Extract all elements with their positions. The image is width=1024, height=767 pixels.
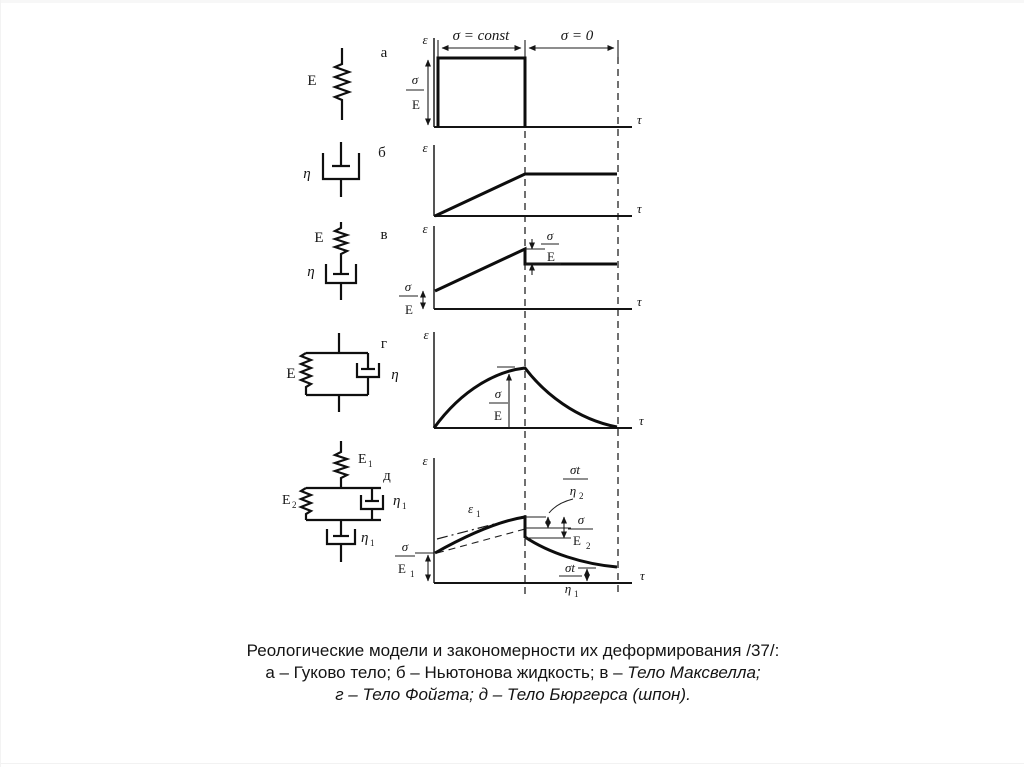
dashpot-label: η <box>391 367 399 383</box>
fraction-denominator: E <box>547 249 555 264</box>
caption-title: Реологические модели и закономерности их деформирования /37/: <box>246 641 780 660</box>
fraction-denominator: E <box>398 561 406 576</box>
graph-e <box>395 453 646 599</box>
spring1-label: E <box>358 452 367 467</box>
fraction-sigma-over-e-right <box>541 228 559 264</box>
fraction-denominator-sub: 2 <box>579 491 584 501</box>
spring2-label-sub: 2 <box>292 500 297 510</box>
spring-icon <box>301 353 311 395</box>
caption-line2-regular: а – Гуково тело; б – Ньютонова жидкость; в – <box>265 663 628 682</box>
row-d <box>286 327 645 428</box>
row-a-label: а <box>380 45 388 61</box>
fraction-denominator: η <box>569 483 577 498</box>
spring2-icon <box>301 488 311 520</box>
caption-line-2 <box>1 662 1024 684</box>
spring-label: E <box>314 230 324 246</box>
fraction-numerator: σ <box>401 539 409 554</box>
graph-c <box>399 221 643 317</box>
fraction-sigma-over-e2 <box>568 512 593 551</box>
fraction-sigma-over-e <box>406 72 424 112</box>
fraction-numerator: σt <box>569 462 581 477</box>
spring1-label-sub: 1 <box>368 459 373 469</box>
fraction-denominator: E <box>412 97 420 112</box>
row-b <box>303 140 643 216</box>
graph-a <box>406 28 643 127</box>
row-a <box>307 28 643 127</box>
spring-icon <box>335 48 349 120</box>
dashpot-label: η <box>303 166 311 182</box>
strain-axis-label: ε <box>422 140 428 155</box>
time-axis-label: τ <box>637 112 642 127</box>
dashed-guides <box>525 57 618 594</box>
row-c-label: в <box>380 227 388 243</box>
fraction-numerator: σ <box>546 228 554 243</box>
graph-b <box>422 140 643 216</box>
strain-axis-label: ε <box>422 32 428 47</box>
caption-line3-italic: г – Тело Фойгта; д – Тело Бюргерса (шпон). <box>335 685 691 704</box>
newton-dashpot-symbol <box>303 142 359 197</box>
unload-label: σ = 0 <box>560 28 594 44</box>
row-b-label: б <box>378 145 386 161</box>
graph-d <box>423 327 645 428</box>
strain-step-curve <box>438 58 525 127</box>
fraction-denominator: E <box>405 302 413 317</box>
fraction-denominator-sub: 1 <box>410 569 415 579</box>
dashpot-par-label-sub: 1 <box>402 501 407 511</box>
dashpot-par-label: η <box>393 493 401 509</box>
dashpot-label: η <box>307 264 315 280</box>
fraction-numerator: σt <box>564 560 576 575</box>
fraction-numerator: σ <box>404 279 412 294</box>
row-e-label: д <box>383 468 391 484</box>
strain-axis-label: ε <box>422 453 428 468</box>
fraction-numerator: σ <box>411 72 419 87</box>
fraction-denominator: E <box>494 408 502 423</box>
strain-curve <box>435 249 617 291</box>
fraction-denominator: E <box>573 533 581 548</box>
maxwell-model-symbol <box>307 222 356 300</box>
fraction-numerator: σ <box>494 386 502 401</box>
fraction-denominator: η <box>564 581 572 596</box>
load-label: σ = const <box>452 28 510 44</box>
fraction-denominator-sub: 2 <box>586 541 591 551</box>
eta2-leader-line <box>549 499 573 513</box>
time-axis-label: τ <box>639 413 644 428</box>
row-e <box>282 441 646 599</box>
dashpot-ser-label-sub: 1 <box>370 538 375 548</box>
spring-icon <box>335 222 347 258</box>
caption-line-3 <box>1 684 1024 706</box>
fraction-sigma-over-e1 <box>395 539 415 579</box>
time-axis-label: τ <box>640 568 645 583</box>
time-axis-label: τ <box>637 294 642 309</box>
strain-axis-label: ε <box>422 221 428 236</box>
fraction-sigma-over-e <box>489 386 508 423</box>
burgers-model-symbol <box>282 441 407 562</box>
eps1-label-sub: 1 <box>476 509 481 519</box>
eps1-label: ε <box>468 501 474 516</box>
spring-label: E <box>286 366 296 382</box>
spring-label: E <box>307 73 317 89</box>
spring1-icon <box>335 441 347 488</box>
row-d-label: г <box>380 336 388 352</box>
row-c <box>307 221 643 317</box>
caption-line-1 <box>1 640 1024 662</box>
time-axis-label: τ <box>637 201 642 216</box>
viscous-dashed-line <box>437 529 525 553</box>
fraction-sigmat-over-eta1 <box>559 560 582 599</box>
fraction-sigmat-over-eta2 <box>563 462 588 501</box>
caption-line2-italic: Тело Максвелла; <box>627 663 761 682</box>
fraction-numerator: σ <box>577 512 585 527</box>
spring2-label: E <box>282 493 291 508</box>
strain-ramp-curve <box>435 174 617 216</box>
dashpot-ser-label: η <box>361 530 369 546</box>
hooke-spring-symbol <box>307 48 349 120</box>
fraction-sigma-over-e-left <box>399 279 418 317</box>
figure-caption <box>1 640 1024 706</box>
strain-axis-label: ε <box>423 327 429 342</box>
fraction-denominator-sub: 1 <box>574 589 579 599</box>
